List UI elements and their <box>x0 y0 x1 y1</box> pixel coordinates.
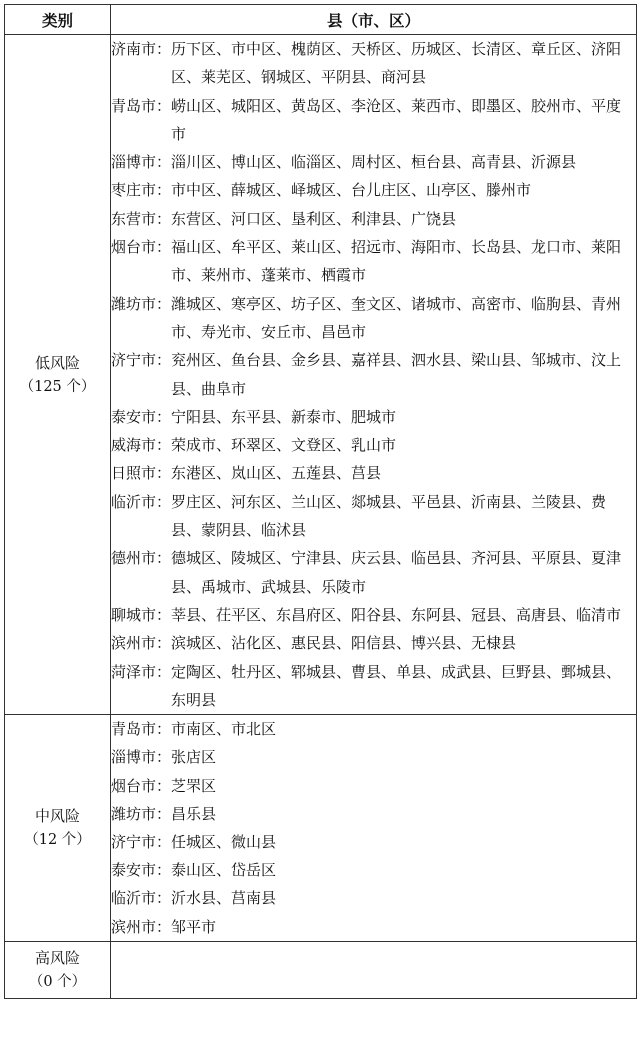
table-body <box>5 35 637 999</box>
city-entry <box>111 431 636 459</box>
county-names: 淄川区、博山区、临淄区、周村区、桓台县、高青县、沂源县 <box>171 153 577 172</box>
county-names: 市南区、市北区 <box>171 720 277 739</box>
county-names: 东营区、河口区、垦利区、利津县、广饶县 <box>171 209 457 228</box>
city-name: 济南市： <box>111 40 172 58</box>
city-name: 日照市： <box>111 464 172 483</box>
city-entry <box>111 35 636 92</box>
city-name: 潍坊市： <box>111 294 172 313</box>
city-entry <box>111 346 636 403</box>
county-names: 泰山区、岱岳区 <box>171 861 277 880</box>
county-names: 芝罘区 <box>171 776 217 795</box>
county-list-cell <box>111 715 637 942</box>
risk-level-count: （125 个） <box>19 378 96 395</box>
county-names: 兖州区、鱼台县、金乡县、嘉祥县、泗水县、梁山县、邹城市、汶上县、曲阜市 <box>171 351 622 398</box>
risk-category-cell <box>5 35 111 715</box>
county-names: 滨城区、沾化区、惠民县、阳信县、博兴县、无棣县 <box>171 634 517 653</box>
risk-level-label: 低风险 <box>34 353 80 372</box>
county-names: 沂水县、莒南县 <box>171 889 277 908</box>
county-names: 市中区、薛城区、峄城区、台儿庄区、山亭区、滕州市 <box>171 181 532 200</box>
city-name: 淄博市： <box>111 153 172 172</box>
city-entry <box>111 715 636 743</box>
risk-group-row-low <box>5 35 637 715</box>
city-entry <box>111 601 636 629</box>
city-entry <box>111 233 636 290</box>
city-entry <box>111 913 636 941</box>
county-names: 邹平市 <box>171 917 217 936</box>
city-entry <box>111 800 636 828</box>
category-header: 类别 <box>5 5 111 35</box>
city-name: 滨州市： <box>111 917 172 936</box>
city-entry <box>111 205 636 233</box>
county-names: 德城区、陵城区、宁津县、庆云县、临邑县、齐河县、平原县、夏津县、禹城市、武城县、乐陵市 <box>171 549 622 596</box>
county-names: 昌乐县 <box>171 804 217 823</box>
city-name: 德州市： <box>111 549 172 568</box>
city-name: 淄博市： <box>111 748 172 767</box>
risk-group-row-high <box>5 941 637 998</box>
city-name: 滨州市： <box>111 634 172 653</box>
county-names: 莘县、茌平区、东昌府区、阳谷县、东阿县、冠县、高唐县、临清市 <box>171 605 622 624</box>
county-names: 任城区、微山县 <box>171 832 277 851</box>
county-names: 定陶区、牡丹区、郓城县、曹县、单县、成武县、巨野县、鄄城县、东明县 <box>171 662 622 709</box>
city-entry <box>111 629 636 657</box>
city-name: 菏泽市： <box>111 662 172 681</box>
table-header-row <box>5 5 637 35</box>
city-entry <box>111 544 636 601</box>
risk-level-label: 高风险 <box>34 948 80 967</box>
county-names: 福山区、牟平区、莱山区、招远市、海阳市、长岛县、龙口市、莱阳市、莱州市、蓬莱市、栖霞市 <box>171 238 622 285</box>
city-name: 临沂市： <box>111 492 172 511</box>
county-names: 宁阳县、东平县、新泰市、肥城市 <box>171 407 397 426</box>
county-names: 崂山区、城阳区、黄岛区、李沧区、莱西市、即墨区、胶州市、平度市 <box>171 96 622 143</box>
risk-category-cell <box>5 715 111 942</box>
county-names: 张店区 <box>171 748 217 767</box>
city-name: 枣庄市： <box>111 181 172 200</box>
city-entry <box>111 403 636 431</box>
city-name: 济宁市： <box>111 832 172 851</box>
city-name: 青岛市： <box>111 96 172 115</box>
city-name: 泰安市： <box>111 861 172 880</box>
county-list-cell <box>111 35 637 715</box>
city-name: 聊城市： <box>111 605 172 624</box>
city-name: 东营市： <box>111 209 172 228</box>
city-entry <box>111 658 636 715</box>
city-entry <box>111 290 636 347</box>
city-entry <box>111 884 636 912</box>
city-entry <box>111 743 636 771</box>
city-name: 烟台市： <box>111 776 172 795</box>
city-name: 威海市： <box>111 436 172 455</box>
city-entry <box>111 148 636 176</box>
city-name: 泰安市： <box>111 407 172 426</box>
city-entry <box>111 772 636 800</box>
county-names: 东港区、岚山区、五莲县、莒县 <box>171 464 382 483</box>
risk-level-count: （12 个） <box>24 831 91 848</box>
city-entry <box>111 488 636 545</box>
city-name: 临沂市： <box>111 889 172 908</box>
city-entry <box>111 92 636 149</box>
risk-group-row-medium <box>5 715 637 942</box>
county-names: 罗庄区、河东区、兰山区、郯城县、平邑县、沂南县、兰陵县、费县、蒙阴县、临沭县 <box>171 492 607 540</box>
county-names: 历下区、市中区、槐荫区、天桥区、历城区、长清区、章丘区、济阳区、莱芜区、钢城区、平阴县、商河县 <box>171 40 622 87</box>
city-entry <box>111 176 636 204</box>
risk-level-label: 中风险 <box>34 806 80 825</box>
city-entry <box>111 459 636 487</box>
city-entry <box>111 828 636 856</box>
city-name: 潍坊市： <box>111 804 172 823</box>
city-entry <box>111 856 636 884</box>
county-names: 潍城区、寒亭区、坊子区、奎文区、诸城市、高密市、临朐县、青州市、寿光市、安丘市、昌邑市 <box>171 294 622 341</box>
city-name: 济宁市： <box>111 351 172 370</box>
risk-level-table <box>4 4 637 999</box>
county-list-cell <box>111 941 637 998</box>
city-name: 烟台市： <box>111 238 172 257</box>
county-names: 荣成市、环翠区、文登区、乳山市 <box>171 436 397 455</box>
risk-category-cell <box>5 941 111 998</box>
risk-level-count: （0 个） <box>28 973 87 990</box>
counties-header: 县（市、区） <box>111 5 637 35</box>
city-name: 青岛市： <box>111 720 172 739</box>
